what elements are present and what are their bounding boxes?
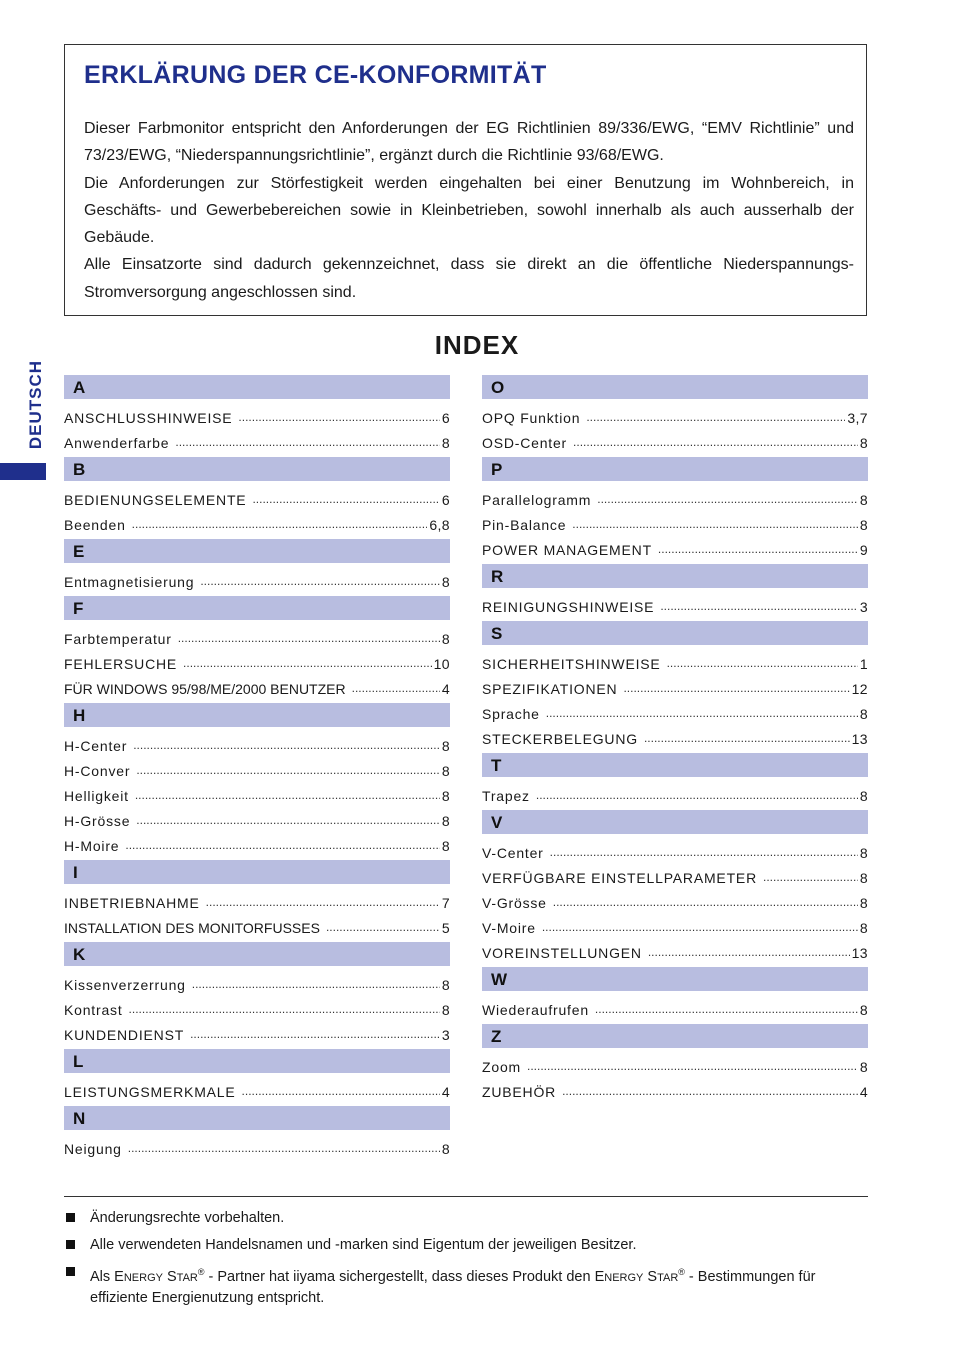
index-entry-term: SICHERHEITSHINWEISE [482,656,661,672]
dot-leader [586,408,845,426]
index-entry-term: Kissenverzerrung [64,977,186,993]
index-section-entries [64,727,450,860]
index-entry-page: 1 [859,656,868,672]
index-entry-page: 8 [859,1059,868,1075]
index-entry-page: 8 [859,870,868,886]
index-entry [64,672,450,697]
index-entry-term: V-Grösse [482,895,547,911]
index-entry-term: BEDIENUNGSELEMENTE [64,492,247,508]
index-entry-term: H-Grösse [64,813,131,829]
index-entry [482,911,868,936]
index-entry-term: ZUBEHÖR [482,1084,557,1100]
index-entry-term: Farbtemperatur [64,631,172,647]
dot-leader [658,540,858,558]
ce-paragraph: Die Anforderungen zur Störfestigkeit werden eingehalten bei einer Benutzung im Wohnbereich, in Geschäfts- und Gewerbebereichen sowie in Kleinbetrieben, sowohl innerhalb als auch ausserhalb der Gebäude. [84,174,854,247]
index-entry-page: 6,8 [429,517,450,533]
dot-leader [595,1000,858,1018]
index-entry-page: 8 [441,813,450,829]
square-bullet-icon [66,1213,75,1222]
index-entry [482,936,868,961]
index-entry-term: FEHLERSUCHE [64,656,178,672]
index-entry-term: INBETRIEBNAHME [64,895,200,911]
dot-leader [178,629,440,647]
index-entry-page: 6 [441,492,450,508]
index-entry [64,508,450,533]
index-entry-page: 8 [859,492,868,508]
index-section-entries [482,1048,868,1106]
ce-title: ERKLÄRUNG DER CE-KONFORMITÄT [84,61,547,89]
index-section-header: O [482,375,868,399]
index-section-header: L [64,1049,450,1073]
index-entry-page: 8 [859,788,868,804]
index-entry-term: FÜR WINDOWS 95/98/ME/2000 BENUTZER [64,681,346,697]
dot-leader [546,704,858,722]
index-section-header: H [64,703,450,727]
index-section-entries [64,399,450,457]
note-item [64,1262,870,1308]
index-entry-term: Wiederaufrufen [482,1002,589,1018]
index-entry [64,993,450,1018]
index-entry [482,426,868,451]
index-section-header: B [64,457,450,481]
index-entry-page: 8 [441,631,450,647]
index-section-entries [64,1130,450,1163]
index-entry-page: 10 [433,656,450,672]
dot-leader [648,943,850,961]
dot-leader [129,1000,440,1018]
index-entry-page: 3,7 [847,410,868,426]
index-column-right [482,375,868,1106]
index-section-header: F [64,596,450,620]
index-entry [64,779,450,804]
index-entry [482,483,868,508]
dot-leader [183,654,432,672]
index-entry-term: KUNDENDIENST [64,1027,185,1043]
dot-leader [542,918,858,936]
index-entry-term: VOREINSTELLUNGEN [482,945,642,961]
index-entry-page: 7 [441,895,450,911]
index-entry-page: 8 [441,763,450,779]
index-entry-term: Sprache [482,706,540,722]
energy-star-brand: ENERGY STAR® [594,1267,685,1285]
index-section-header: V [482,810,868,834]
index-entry-term: REINIGUNGSHINWEISE [482,599,655,615]
index-entry-term: LEISTUNGSMERKMALE [64,1084,236,1100]
index-entry [482,647,868,672]
note-text: Alle verwendeten Handelsnamen und -marken sind Eigentum der jeweiligen Besitzer. [90,1237,637,1253]
index-entry [64,622,450,647]
dot-leader [352,679,440,697]
index-entry-term: INSTALLATION DES MONITORFUSSES [64,920,320,936]
index-entry-term: VERFÜGBARE EINSTELLPARAMETER [482,870,757,886]
dot-leader [536,786,858,804]
index-entry-page: 8 [441,1002,450,1018]
note-text: Änderungsrechte vorbehalten. [90,1210,285,1226]
index-entry [64,1075,450,1100]
index-entry-page: 8 [441,1141,450,1157]
index-entry [482,508,868,533]
index-entry-page: 8 [441,435,450,451]
index-section-entries [482,645,868,753]
ce-body [84,115,854,306]
index-section-entries [64,563,450,596]
dot-leader [135,786,440,804]
index-section-header: W [482,967,868,991]
index-entry-page: 12 [851,681,868,697]
dot-leader [660,597,858,615]
dot-leader [597,490,858,508]
index-entry [482,1075,868,1100]
index-entry-term: Anwenderfarbe [64,435,170,451]
index-entry [64,401,450,426]
dot-leader [136,811,440,829]
index-entry-page: 6 [441,410,450,426]
index-entry-page: 8 [441,788,450,804]
dot-leader [136,761,440,779]
energy-star-brand: ENERGY STAR® [114,1267,205,1285]
dot-leader [553,893,858,911]
dot-leader [190,1025,440,1043]
index-column-left [64,375,450,1163]
square-bullet-icon [66,1267,75,1276]
index-entry-page: 5 [441,920,450,936]
index-entry [64,565,450,590]
index-section-header: S [482,621,868,645]
index-entry [64,911,450,936]
index-entry-term: ANSCHLUSSHINWEISE [64,410,233,426]
index-entry-page: 4 [441,681,450,697]
dot-leader [550,843,858,861]
index-entry [64,829,450,854]
index-entry-term: OPQ Funktion [482,410,581,426]
index-entry [482,697,868,722]
index-entry-term: Trapez [482,788,530,804]
index-entry [64,426,450,451]
index-entry-term: V-Moire [482,920,536,936]
dot-leader [128,1139,440,1157]
index-entry [482,533,868,558]
index-section-header: K [64,942,450,966]
index-entry [64,483,450,508]
index-entry-term: Zoom [482,1059,521,1075]
index-entry-term: V-Center [482,845,544,861]
index-section-entries [482,481,868,564]
index-entry [482,993,868,1018]
index-entry-page: 8 [859,517,868,533]
dot-leader [572,515,858,533]
index-entry-page: 4 [441,1084,450,1100]
dot-leader [200,572,439,590]
index-section-header: I [64,860,450,884]
index-entry-page: 8 [859,435,868,451]
dot-leader [175,433,439,451]
footer-notes [64,1208,870,1315]
index-section-header: E [64,539,450,563]
index-entry-page: 8 [859,845,868,861]
index-section-header: T [482,753,868,777]
index-section-entries [64,481,450,539]
dot-leader [644,729,850,747]
index-entry [482,590,868,615]
index-entry-page: 8 [441,977,450,993]
dot-leader [527,1057,858,1075]
index-entry-page: 13 [851,731,868,747]
dot-leader [763,868,858,886]
index-entry [64,804,450,829]
index-entry-term: Parallelogramm [482,492,592,508]
ce-declaration-box [64,44,867,316]
language-label: DEUTSCH [26,360,45,450]
dot-leader [667,654,858,672]
index-section-entries [482,834,868,967]
index-entry [482,886,868,911]
index-entry [482,401,868,426]
index-entry [64,968,450,993]
index-section-entries [482,588,868,621]
index-entry-term: STECKERBELEGUNG [482,731,638,747]
dot-leader [623,679,849,697]
index-entry-page: 4 [859,1084,868,1100]
dot-leader [125,836,439,854]
index-section-entries [64,884,450,942]
index-entry-page: 8 [859,895,868,911]
dot-leader [133,736,440,754]
index-entry [64,729,450,754]
index-entry-term: H-Moire [64,838,120,854]
index-section-header: P [482,457,868,481]
index-section-header: N [64,1106,450,1130]
index-entry-page: 8 [859,706,868,722]
dot-leader [562,1082,858,1100]
dot-leader [206,893,440,911]
index-entry [482,836,868,861]
note-item [64,1208,870,1228]
index-entry-term: Pin-Balance [482,517,567,533]
index-section-entries [64,966,450,1049]
index-title: INDEX [434,330,520,360]
index-entry [482,861,868,886]
note-text: Als ENERGY STAR® - Partner hat iiyama sichergestellt, dass dieses Produkt den ENERGY STAR® - Bestimmungen für effiziente Energienutzung entspricht. [90,1267,816,1306]
dot-leader [192,975,440,993]
ce-paragraph: Alle Einsatzorte sind dadurch gekennzeichnet, dass sie direkt an die öffentliche Niederspannungs-Stromversorgung angeschlossen sind. [84,256,854,301]
index-entry-term: H-Center [64,738,128,754]
index-entry-term: OSD-Center [482,435,568,451]
index-entry [482,672,868,697]
index-entry-term: H-Conver [64,763,131,779]
index-section-entries [64,620,450,703]
index-entry-term: Kontrast [64,1002,123,1018]
index-entry-term: Helligkeit [64,788,129,804]
index-entry-page: 3 [859,599,868,615]
index-entry-page: 8 [441,574,450,590]
dot-leader [326,918,440,936]
ce-paragraph: Dieser Farbmonitor entspricht den Anforderungen der EG Richtlinien 89/336/EWG, “EMV Richtlinie” und 73/23/EWG, “Niederspannungsrichtlinie”, ergänzt durch die Richtlinie 93/68/EWG. [84,120,854,165]
dot-leader [238,408,439,426]
index-entry [64,886,450,911]
square-bullet-icon [66,1240,75,1249]
index-entry-page: 13 [851,945,868,961]
index-entry-page: 8 [859,1002,868,1018]
index-entry [64,1132,450,1157]
index-entry [64,647,450,672]
note-item [64,1235,870,1255]
dot-leader [132,515,428,533]
index-section-entries [482,777,868,810]
index-entry-term: POWER MANAGEMENT [482,542,652,558]
dot-leader [573,433,858,451]
index-entry-term: Beenden [64,517,126,533]
dot-leader [242,1082,440,1100]
index-entry-term: SPEZIFIKATIONEN [482,681,618,697]
index-section-entries [482,399,868,457]
index-entry-term: Neigung [64,1141,122,1157]
index-section-entries [64,1073,450,1106]
index-entry-term: Entmagnetisierung [64,574,195,590]
footer-divider [64,1196,868,1197]
index-entry-page: 3 [441,1027,450,1043]
index-entry-page: 8 [859,920,868,936]
dot-leader [252,490,439,508]
index-entry-page: 8 [441,838,450,854]
index-entry [482,1050,868,1075]
index-section-header: R [482,564,868,588]
index-entry [482,722,868,747]
index-section-entries [482,991,868,1024]
index-entry-page: 8 [441,738,450,754]
index-section-header: Z [482,1024,868,1048]
index-entry-page: 9 [859,542,868,558]
language-marker [0,463,46,480]
language-tab [0,356,46,480]
index-entry [482,779,868,804]
index-entry [64,754,450,779]
index-entry [64,1018,450,1043]
index-section-header: A [64,375,450,399]
